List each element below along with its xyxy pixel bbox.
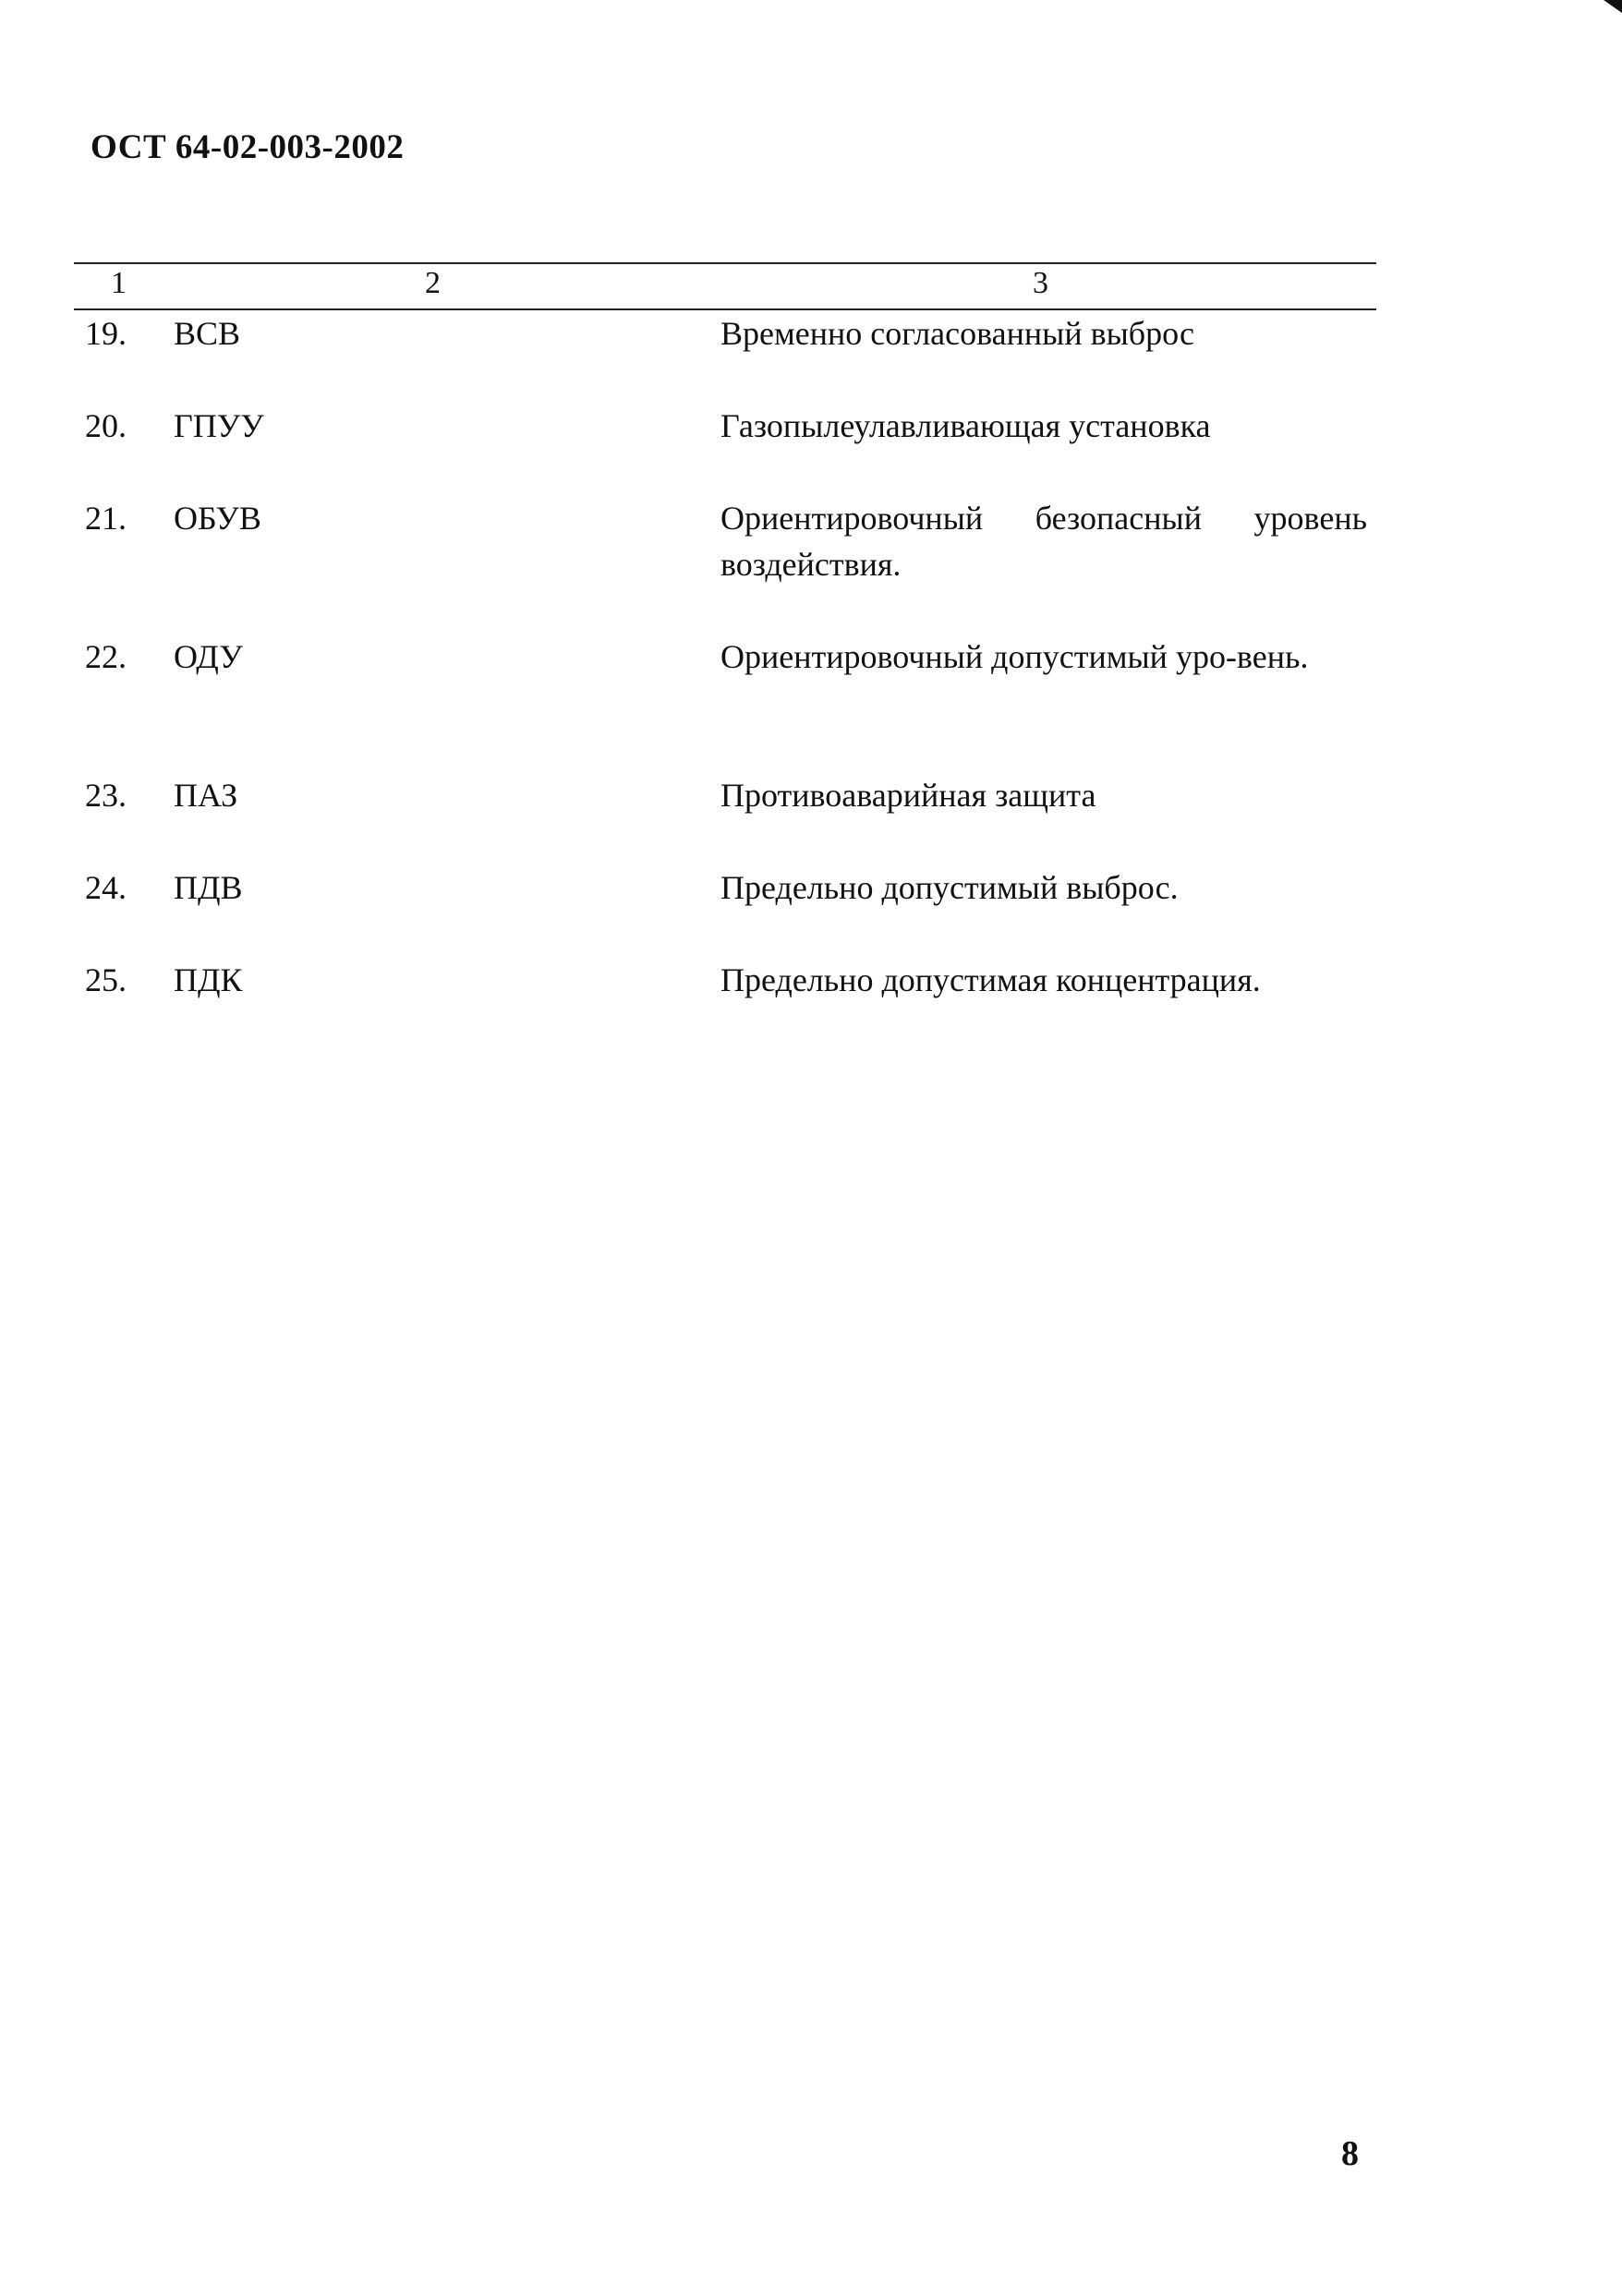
column-number-2: 2 [425, 266, 441, 300]
row-definition: Газопылеулавливающая установка [720, 407, 1211, 444]
row-abbreviation: ОДУ [174, 638, 243, 675]
row-definition: Временно согласованный выброс [720, 315, 1194, 352]
column-number-1: 1 [111, 266, 127, 300]
row-definition: Ориентировочный допустимый уро-вень. [720, 638, 1309, 675]
row-abbreviation: ОБУВ [174, 500, 261, 537]
row-abbreviation: ПАЗ [174, 777, 238, 814]
row-number: 25. [85, 961, 127, 998]
row-definition: Ориентировочный безопасный уровень воздействия. [720, 500, 1367, 583]
document-code-header: ОСТ 64-02-003-2002 [91, 128, 405, 166]
page-number: 8 [1341, 2134, 1359, 2173]
row-number: 20. [85, 407, 127, 444]
row-number: 24. [85, 869, 127, 906]
row-definition: Противоаварийная защита [720, 777, 1096, 814]
row-definition: Предельно допустимая концентрация. [720, 961, 1261, 998]
row-abbreviation: ГПУУ [174, 407, 264, 444]
table-top-rule [74, 262, 1376, 264]
row-abbreviation: ВСВ [174, 315, 241, 352]
row-definition: Предельно допустимый выброс. [720, 869, 1179, 906]
row-number: 21. [85, 500, 127, 537]
row-abbreviation: ПДВ [174, 869, 243, 906]
row-number: 19. [85, 315, 127, 352]
column-number-3: 3 [1033, 266, 1048, 300]
row-number: 23. [85, 777, 127, 814]
row-abbreviation: ПДК [174, 961, 243, 998]
row-number: 22. [85, 638, 127, 675]
corner-scan-mark [1604, 0, 1622, 13]
